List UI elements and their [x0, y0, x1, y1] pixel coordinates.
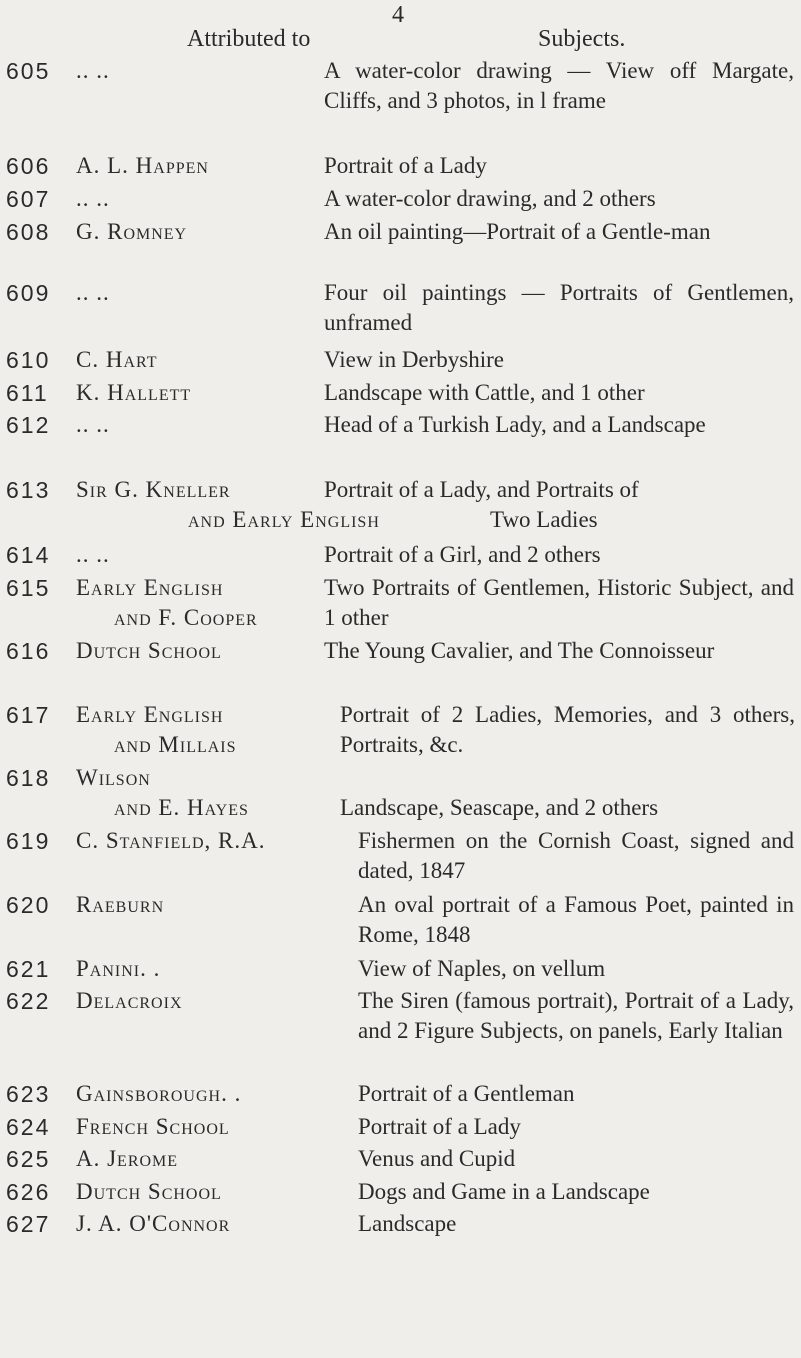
lot-attribution: Panini. . — [76, 956, 161, 981]
lot-number: 621 — [6, 956, 51, 982]
lot-attribution: Sir G. Kneller — [76, 477, 231, 502]
lot-subject: Landscape with Cattle, and 1 other — [324, 380, 645, 405]
lot-subject: Portrait of a Lady, and Portraits of — [324, 477, 639, 502]
lot-number: 613 — [6, 477, 51, 503]
lot-subject: An oil painting—Portrait of a Gentle-man — [324, 219, 711, 244]
lot-attribution-continued: and E. Hayes — [114, 795, 249, 820]
lot-attribution-continued: and Early English — [188, 507, 380, 532]
lot-number: 618 — [6, 765, 51, 791]
lot-number: 606 — [6, 153, 51, 179]
lot-number: 608 — [6, 219, 51, 245]
lot-number: 610 — [6, 347, 51, 373]
lot-attribution: Dutch School — [76, 638, 222, 663]
lot-attribution: Delacroix — [76, 988, 183, 1013]
lot-attribution: Early English — [76, 575, 224, 600]
lot-subject: A water-color drawing — View off Margate, Cliffs, and 3 photos, in l frame — [324, 58, 794, 113]
lot-number: 612 — [6, 412, 51, 438]
lot-attribution: Gainsborough. . — [76, 1081, 242, 1106]
lot-subject: An oval portrait of a Famous Poet, painted in Rome, 1848 — [358, 892, 794, 947]
lot-subject: Venus and Cupid — [358, 1146, 516, 1171]
lot-subject: Portrait of a Gentleman — [358, 1081, 575, 1106]
lot-attribution: C. Hart — [76, 347, 158, 372]
lot-number: 622 — [6, 988, 51, 1014]
lot-subject: View in Derbyshire — [324, 347, 505, 372]
lot-attribution: .. .. — [76, 186, 110, 211]
lot-subject: Four oil paintings — Portraits of Gentlemen, unframed — [324, 280, 794, 335]
lot-number: 605 — [6, 58, 51, 84]
lot-number: 607 — [6, 186, 51, 212]
lot-subject: Portrait of a Lady — [324, 153, 487, 178]
lot-attribution: .. .. — [76, 542, 110, 567]
lot-subject: A water-color drawing, and 2 others — [324, 186, 656, 211]
lot-attribution: Early English — [76, 702, 224, 727]
column-header-attributed: Attributed to — [187, 26, 311, 52]
lot-attribution: A. Jerome — [76, 1146, 179, 1171]
lot-number: 625 — [6, 1146, 51, 1172]
lot-number: 626 — [6, 1179, 51, 1205]
lot-number: 627 — [6, 1211, 51, 1237]
lot-number: 617 — [6, 702, 51, 728]
lot-subject: Dogs and Game in a Landscape — [358, 1179, 650, 1204]
lot-attribution: A. L. Happen — [76, 153, 209, 178]
lot-number: 615 — [6, 575, 51, 601]
lot-subject: The Young Cavalier, and The Connoisseur — [324, 638, 715, 663]
lot-attribution: J. A. O'Connor — [76, 1211, 231, 1236]
column-header-subjects: Subjects. — [538, 26, 626, 52]
lot-subject: Portrait of a Lady — [358, 1114, 521, 1139]
lot-attribution: Raeburn — [76, 892, 165, 917]
lot-attribution: G. Romney — [76, 219, 188, 244]
page-number: 4 — [392, 2, 404, 28]
lot-number: 611 — [6, 380, 49, 406]
lot-attribution-continued: and Millais — [114, 732, 237, 757]
lot-subject: Two Portraits of Gentlemen, Historic Subject, and 1 other — [324, 575, 794, 630]
lot-subject: View of Naples, on vellum — [358, 956, 606, 981]
lot-attribution: C. Stanfield, R.A. — [76, 828, 266, 853]
lot-number: 616 — [6, 638, 51, 664]
lot-attribution: French School — [76, 1114, 230, 1139]
lot-attribution: .. .. — [76, 412, 110, 437]
lot-subject: Fishermen on the Cornish Coast, signed and dated, 1847 — [358, 828, 794, 883]
lot-attribution-continued: and F. Cooper — [114, 605, 258, 630]
lot-subject: Landscape — [358, 1211, 457, 1236]
lot-number: 614 — [6, 542, 51, 568]
lot-subject: The Siren (famous portrait), Portrait of a Lady, and 2 Figure Subjects, on panels, Early Italian — [358, 988, 794, 1043]
lot-number: 620 — [6, 892, 51, 918]
lot-attribution: .. .. — [76, 58, 110, 83]
lot-number: 624 — [6, 1114, 51, 1140]
lot-attribution: Dutch School — [76, 1179, 222, 1204]
lot-subject: Portrait of a Girl, and 2 others — [324, 542, 601, 567]
lot-subject: Portrait of 2 Ladies, Memories, and 3 others, Portraits, &c. — [340, 702, 795, 757]
lot-number: 609 — [6, 280, 51, 306]
lot-subject: Landscape, Seascape, and 2 others — [340, 795, 659, 820]
lot-attribution: .. .. — [76, 280, 110, 305]
lot-subject-continued: Two Ladies — [490, 507, 598, 532]
lot-number: 623 — [6, 1081, 51, 1107]
lot-attribution: K. Hallett — [76, 380, 192, 405]
lot-subject: Head of a Turkish Lady, and a Landscape — [324, 412, 706, 437]
lot-attribution: Wilson — [76, 765, 151, 790]
lot-number: 619 — [6, 828, 51, 854]
